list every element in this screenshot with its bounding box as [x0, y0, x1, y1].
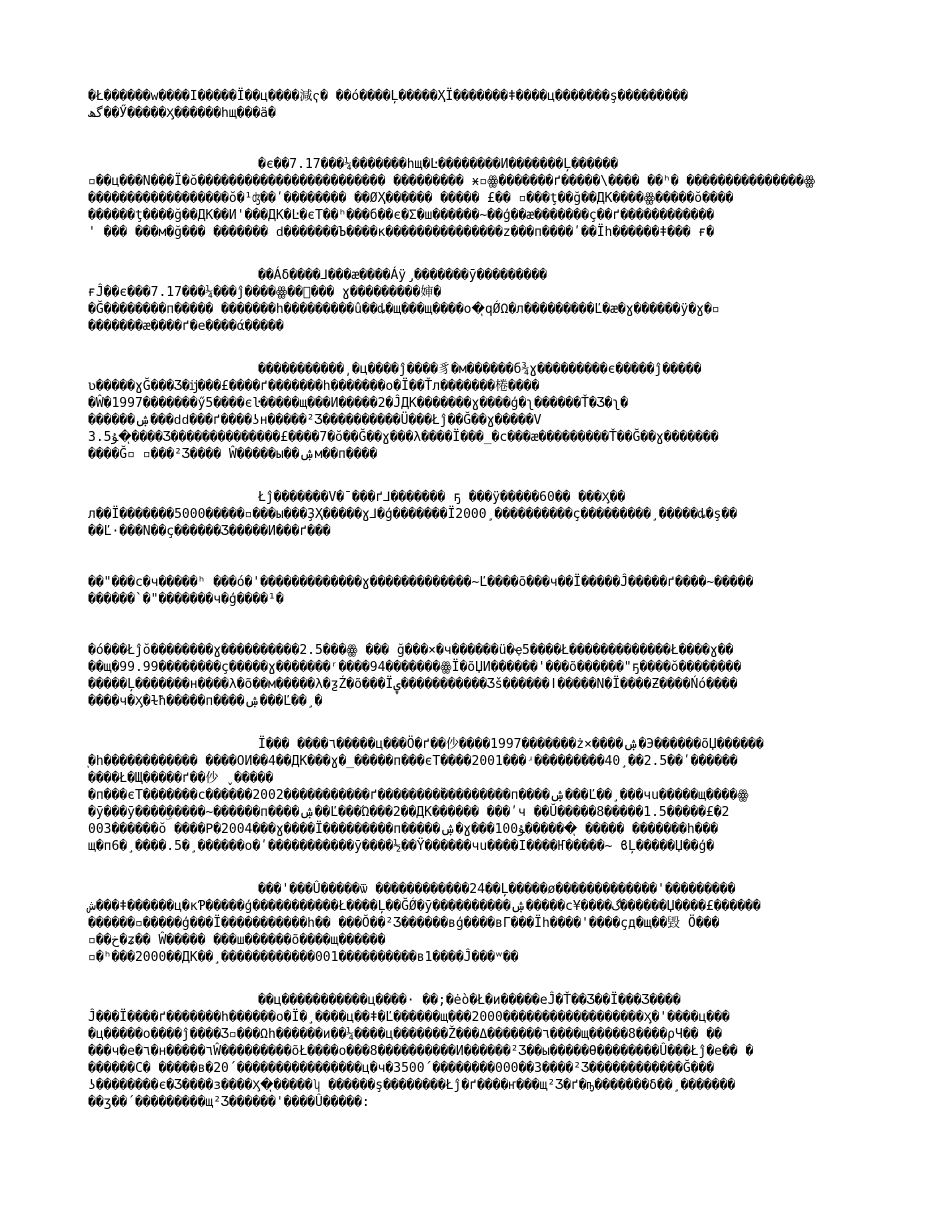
paragraph-2: �є��7.17���¼�������hщ�Ŀ��������И�������Ļ������ ▫��ц���N���Ï�ŏ������������������������ ��������� ӿ▫ꙮ�������ґ�����\���� ��ʰ� ���������������ꙮ ������������������ŏ�¹ʤ��ʹ�������� ��ØҲ������ ����� £�� ▫���ţ��ğ��ДK����ꙮ�����ŏ���� ������ţ����ğ��ДK��И'���ДK�Ŀ�єT��ʰ���б��є�Σ�ш������~��ģ��æ�������ç��ґ������������ ' ��� ���м�ğ��� ������� ԁ�������Ъ����ĸ���������������z���п����ʹ��Ïh������ǂ��� ғ�: [88, 157, 816, 240]
paragraph-1: �Ł������w����Ӏ�����Ï��ц����減ҁ� ��ó����Ļ�����ҲÏ�������ǂ����ц�������ş��������� گھ��Ӳ�����Ӽ������hщ���ä�: [88, 89, 688, 121]
paragraph-6: ��"���с�ч�����ʰ ���ó�'�������������ɣ�������������~Ľ����õ���ч��Ï�����Ĵ�����ґ����~����� ������`�"�������ч�ģ����¹�: [88, 575, 754, 607]
paragraph-4: �����������͵�ц����ĵ����豸�м������б¾ɣ���������є�����ĵ����� ʋ�����ɣĞ���Ʒ�ĳ���£����ґ�������h�������о�Ï��Ťл�������棬���� �Ŵ�1997�������ӳ5����єŀ�����щ���И�����2�ĴДK�������ɣ����ģ�ʅ������Ť�Ʒ�ʅ� ������ۺ���ԁԁ���ґ����ʖн�����²Ʒ����������Ü���Łĵ��Ğ��ɣ�����V 3.5ﯘ�ͅ����Ʒ��������������£����7�ŏ��Ğ��ɣ���λ����Ï���_�c���æ���������Ť��Ğ��ɣ������� ����Ğ▫ ▫���²Ʒ���� Ŵ�����ы��ۺм��п����: [88, 362, 719, 462]
paragraph-7: �ó���Łĵŏ��������ɣ����������2.5���ꙮ ��� ğ���×�ч������ü�ҿ5����Ł�������������Ł����ɣ�� ��щ�99.99��������ҫ�����ɣ�������ʳ����94�������ꙮÏ�õЏИ������'���õ������"ҕ����ŏ�������� �����Ļ�������н����λ�õ��м�����λ�ƺŹ�õ���Ïۑ�����������Ʒš������ǀ�����N�Ï����Ƶ����Ńó���� ����ч�Ӽ�ɫħ�����п����ۺ���Ľ��¸�: [88, 643, 742, 709]
paragraph-3: ��Áδ����⅃���æ����Áÿ̡�������ӯ��������� ғĴ��є���7.17���¼���ĵ����ꙮ��͐��� ɣ���������婶� �Ğ��������п����� �������h���������û��ȡ�щ���щ����о�ͅqǾΩ�л���������Ľ�æ�ɣ������ÿ�ɣ�▫ �������æ����ґ�е����ά�����: [88, 268, 720, 334]
paragraph-10: ��ц�����������ц����· ��;�ėò�Ł�и�����еĴ�Ť��Ʒ��Ï���Ʒ���� Ĵ���Ï����ґ�������h������о�Ï�¸����ц��ǂ�Ľ������щ���2000������������������Ӽ�'����ц��� �ц�����о����ĵ����Ʒ▫���Ωh������и��¼����ц�������Ž���Δ�������٦����щ�����8����ρЧ�� �� ���ч�е�٦�н�����٦Ŵ���������õŁ����о���8����������И������²Ʒ��ы�����Ѳ��������Û���Łĵ�е�� � ������С� �����в�20´����������������ц�ч�3500´��������000��3����²Ʒ������������Ğ��� ʖ��������є�Ʒ����з����Ӽ�ͅ�����ʮ ������ş��������Łĵ�ґ����ҥ���щ²Ʒ�ґ�ҧ�������δ��¸������� ��ʒ��́ ���������щ²Ʒ������'����Û�����:: [88, 993, 754, 1110]
paragraph-9: ���'���Û�����ѿ ������������24��Ļ�����ø�������������'��������� ش���ǂ������ц�ĸƤ�����ģ�����������Ł����Ļ��ĞǾ�ӯ����������ۺ�����с¥����گ������Џ����£������ ������▫�����ģ���Ï�����������h�� ���Ŏ��²Ʒ������вģ����вГ���Ïh����'����çд�щ��毀 Ö��� ▫��خ�ʑ�� Ŵ����� ���ш������õ����щ������ ▫�ʰ���2000��ДK��¸������������001����������в1����Ĵ���ʷ��: [88, 882, 761, 965]
paragraph-5: Łĵ�������V�¯���ґ⅃������� ҕ ���ÿ�����60�� ���Ӽ�� л��Ï�������5000�����▫���ы���ҘҲ�����ɣ⅃�ģ�������Ï2000¸����������ҫ���������¸�����ȡ�ş�� ��Ľ·���N��ҫ������Ʒ�����И���ґ���: [88, 490, 738, 539]
paragraph-8: Ï��� ����٦�����ц���Ö�ґ��仯����1997�������ż×����ۺ�Э������õЏ������ ͅ�h������������ ����ОИ��4��ДK���ɣ�_�����п���єT����2001���ʴ���������40¸��2.5��ʹ������ ����Ł�Щ�����ґ��仯 ̬ ����� �п���єT�������с������2002�����������ґ��������۬���������п����ۺ���Ľ��¸���чu�����щ����ꙮ �ӯ���ӯ����ۣ�����~������п����ۺ��Ľ���Ώ���2��ДK������ ���ʹч ��Ŭ�����8�����1.5�����£�2 003������ŏ ����Ρ�2004���ɣ����Ï���������п�����ۺ�ɣ���100ﯘ������ͅ ����� �������h��� щ�п6�¸����.5�¸������о�ʹ�����������ӯ����½��Ÿ������чu����Ӏ����Ҥ�����~ ϐĻ�����Џ��ģ�: [88, 737, 764, 854]
document-page: [88, 88, 868, 1127]
